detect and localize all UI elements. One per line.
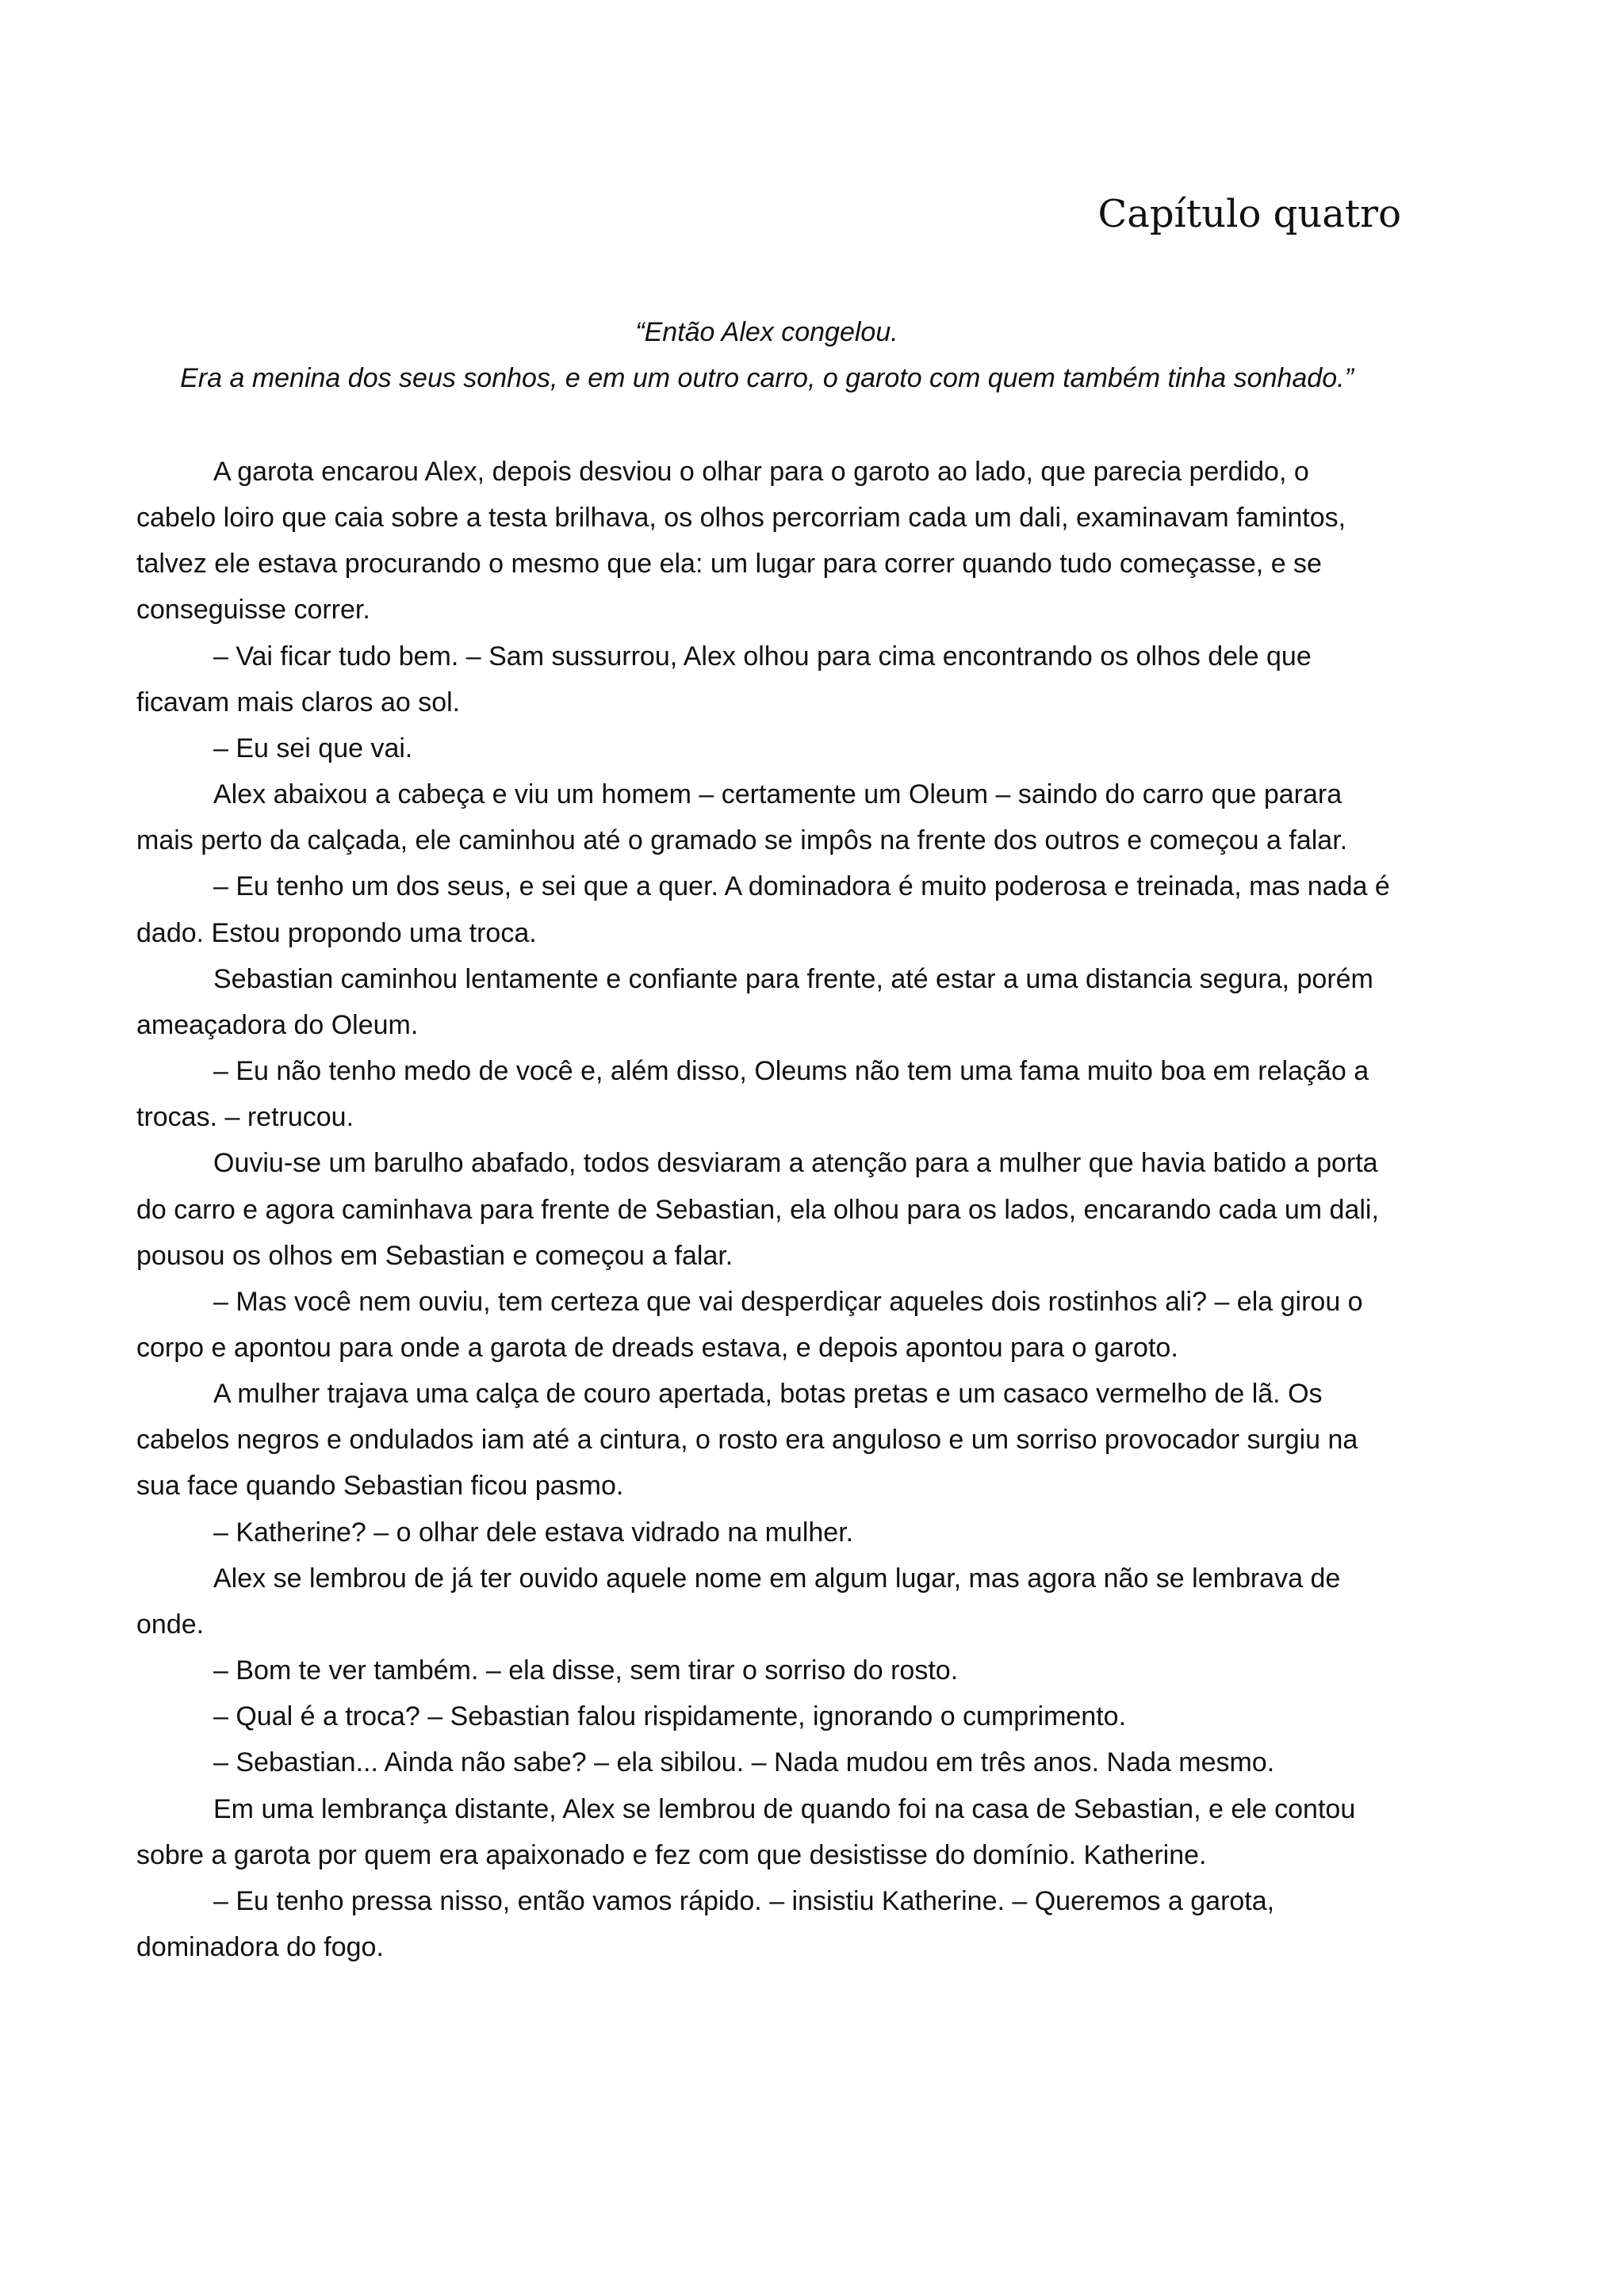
paragraph: – Bom te ver também. – ela disse, sem tirar o sorriso do rosto. [213,1655,959,1686]
epigraph [136,309,1397,401]
paragraph: A mulher trajava uma calça de couro apertada, botas pretas e um casaco vermelho de lã. Os cabelos negros e ondulados iam até a cintura, o rosto era anguloso e um sorriso provocador surgiu na sua face quando Sebastian ficou pasmo. [136,1379,1358,1502]
paragraph: Ouviu-se um barulho abafado, todos desviaram a atenção para a mulher que havia batido a porta do carro e agora caminhava para frente de Sebastian, ela olhou para os lados, encarando cada um dali, pousou os olhos em Sebastian e começou a falar. [136,1148,1379,1271]
chapter-body [136,449,1391,1970]
epigraph-line: “Então Alex congelou. [635,317,898,347]
paragraph: – Eu tenho um dos seus, e sei que a quer. A dominadora é muito poderosa e treinada, mas nada é dado. Estou propondo uma troca. [136,871,1390,948]
paragraph: – Mas você nem ouviu, tem certeza que vai desperdiçar aqueles dois rostinhos ali? – ela girou o corpo e apontou para onde a garota de dreads estava, e depois apontou para o garoto. [136,1286,1363,1363]
paragraph: – Qual é a troca? – Sebastian falou rispidamente, ignorando o cumprimento. [213,1701,1127,1732]
epigraph-line: Era a menina dos seus sonhos, e em um outro carro, o garoto com quem também tinha sonhado.” [180,363,1354,393]
paragraph: Sebastian caminhou lentamente e confiante para frente, até estar a uma distancia segura, porém ameaçadora do Oleum. [136,963,1373,1040]
paragraph: – Eu tenho pressa nisso, então vamos rápido. – insistiu Katherine. – Queremos a garota, dominadora do fogo. [136,1885,1275,1962]
paragraph: – Katherine? – o olhar dele estava vidrado na mulher. [213,1517,854,1548]
paragraph: – Eu não tenho medo de você e, além disso, Oleums não tem uma fama muito boa em relação a trocas. – retrucou. [136,1056,1369,1133]
paragraph: – Vai ficar tudo bem. – Sam sussurrou, Alex olhou para cima encontrando os olhos dele que ficavam mais claros ao sol. [136,641,1312,718]
paragraph: – Sebastian... Ainda não sabe? – ela sibilou. – Nada mudou em três anos. Nada mesmo. [213,1747,1275,1778]
paragraph: Alex abaixou a cabeça e viu um homem – certamente um Oleum – saindo do carro que parara mais perto da calçada, ele caminhou até o gramado se impôs na frente dos outros e começou a falar. [136,779,1348,856]
paragraph: Alex se lembrou de já ter ouvido aquele nome em algum lugar, mas agora não se lembrava de onde. [136,1563,1341,1640]
paragraph: Em uma lembrança distante, Alex se lembrou de quando foi na casa de Sebastian, e ele contou sobre a garota por quem era apaixonado e fez com que desistisse do domínio. Katherine. [136,1793,1356,1870]
paragraph: A garota encarou Alex, depois desviou o olhar para o garoto ao lado, que parecia perdido, o cabelo loiro que caia sobre a testa brilhava, os olhos percorriam cada um dali, examinavam famintos, talvez ele estava procurando o mesmo que ela: um lugar para correr quando tudo começasse, e se conseguisse correr. [136,457,1346,626]
paragraph: – Eu sei que vai. [213,733,413,763]
chapter-title: Capítulo quatro [1097,192,1401,236]
